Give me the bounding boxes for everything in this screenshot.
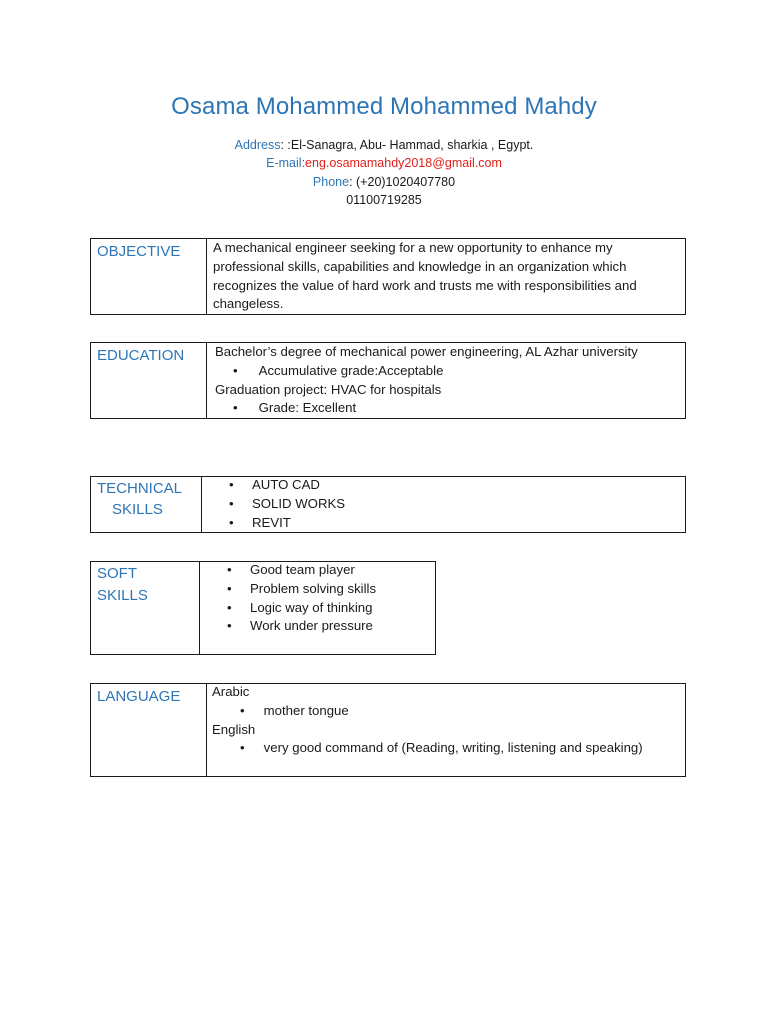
objective-line: recognizes the value of hard work and trusts me with responsibilities and [213,277,637,293]
skill-text: AUTO CAD [252,477,320,492]
language-label: LANGUAGE [91,684,207,776]
skill-text: Good team player [250,562,355,577]
education-project-grade: Grade: Excellent [258,400,357,416]
language-arabic: Arabic [212,684,250,699]
bullet-icon: • [227,618,232,634]
language-arabic-item [212,702,680,721]
objective-label: OBJECTIVE [91,239,207,314]
list-item [227,580,435,599]
email-line [0,154,768,172]
soft-skills-label [91,562,200,654]
objective-line: professional skills, capabilities and knowledge in an organization which [213,258,627,274]
bullet-icon: • [227,599,232,615]
phone-label: Phone [312,175,350,189]
email-value[interactable]: :eng.osamamahdy2018@gmail.com [301,156,502,170]
education-label: EDUCATION [91,343,207,418]
education-grade-item [215,362,677,381]
bullet-icon: • [233,400,238,416]
phone-secondary: 01100719285 [346,193,422,207]
objective-text [207,239,685,314]
technical-skills-section [90,476,686,533]
soft-skills-list [200,561,435,654]
bullet-icon: • [233,362,238,378]
soft-label-line2: SKILLS [97,587,148,604]
list-item [227,617,435,636]
address-label: Address [234,138,281,152]
bullet-icon: • [229,514,234,530]
soft-skills-section [90,561,436,655]
objective-line: A mechanical engineer seeking for a new opportunity to enhance my [213,240,613,255]
language-english-item [212,739,680,758]
bullet-icon: • [229,495,234,511]
objective-section [90,238,686,315]
bullet-icon: • [240,740,245,756]
language-content [207,683,685,776]
language-section [90,683,686,777]
email-label: E-mail [266,156,302,170]
bullet-icon: • [227,562,232,577]
resume-name: Osama Mohammed Mohammed Mahdy [171,93,597,120]
skill-text: REVIT [252,514,291,530]
address-line [0,136,768,154]
skill-text: SOLID WORKS [252,495,346,511]
address-value: : :El-Sanagra, Abu- Hammad, sharkia , Egypt. [280,138,534,152]
bullet-icon: • [229,477,234,492]
education-project: Graduation project: HVAC for hospitals [215,381,442,397]
list-item [227,599,435,618]
education-grade: Accumulative grade:Acceptable [258,362,444,378]
technical-label-line1: TECHNICAL [97,480,183,497]
skill-text: Logic way of thinking [250,599,373,615]
bullet-icon: • [227,580,232,596]
soft-label-line1: SOFT [97,565,137,582]
list-item [229,476,685,495]
list-item [227,561,435,580]
language-english: English [212,721,256,737]
list-item [229,495,685,514]
technical-skills-label [91,477,202,532]
skill-text: Work under pressure [250,618,373,634]
bullet-icon: • [240,702,245,718]
phone-value: : (+20)1020407780 [349,175,456,189]
language-english-detail: very good command of (Reading, writing, listening and speaking) [263,740,643,756]
education-content [207,343,685,418]
technical-label-line2: SKILLS [112,501,163,518]
technical-skills-list [202,476,685,532]
skill-text: Problem solving skills [250,580,377,596]
education-degree: Bachelor’s degree of mechanical power engineering, AL Azhar university [215,344,638,359]
objective-line: changeless. [213,296,284,312]
education-section [90,342,686,419]
education-project-grade-item [215,399,677,418]
language-arabic-detail: mother tongue [263,702,349,718]
phone-line [0,173,768,191]
list-item [229,514,685,533]
